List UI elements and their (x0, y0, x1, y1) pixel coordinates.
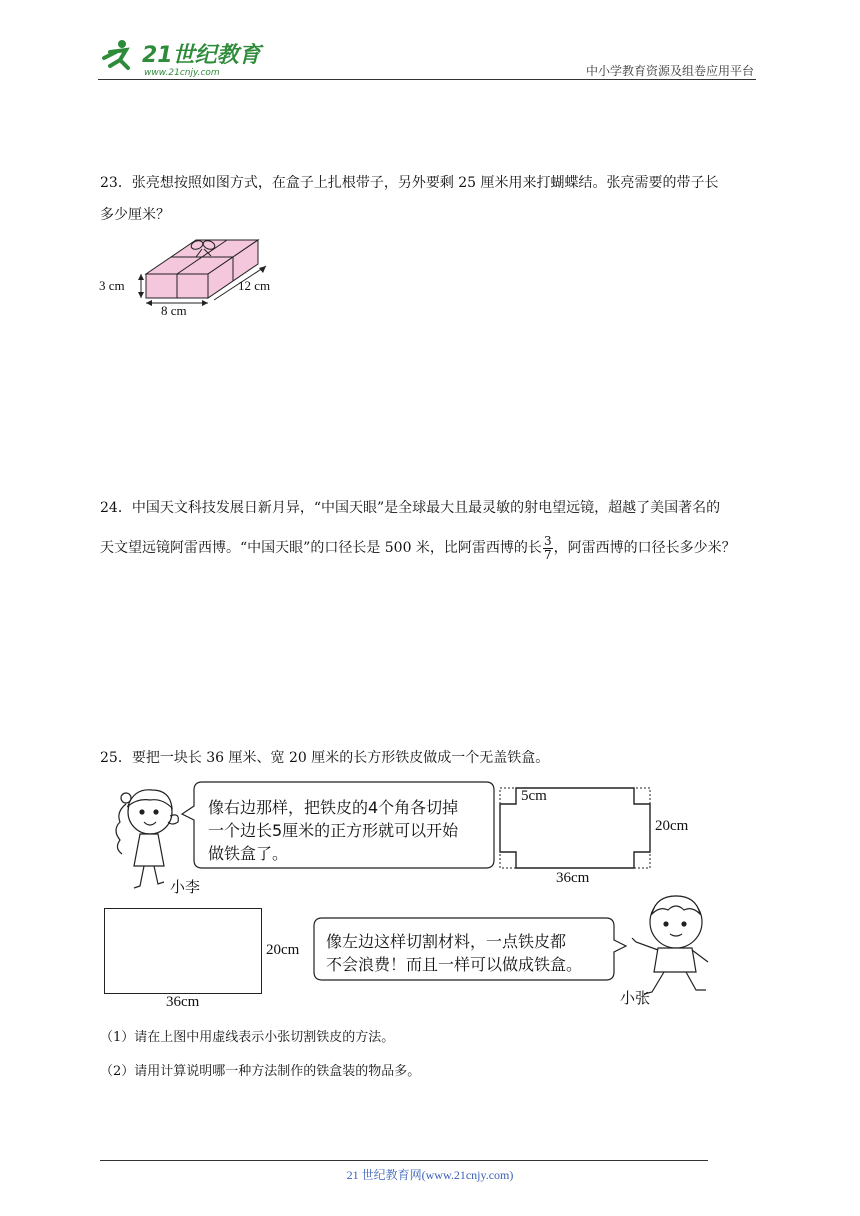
xiaoli-sheet-width-label: 36cm (556, 870, 590, 886)
fraction-numerator: 3 (543, 533, 552, 548)
site-logo (96, 36, 266, 80)
logo-url: www.21cnjy.com (144, 68, 220, 78)
runner-icon (104, 40, 128, 68)
xiaoli-sheet-height-label: 20cm (655, 818, 689, 834)
xiaoli-speech-line3: 做铁盒了。 (208, 844, 289, 863)
q23-line2: 多少厘米？ (100, 207, 170, 223)
q24-line2 (100, 532, 800, 564)
xiaozhang-name: 小张 (620, 989, 651, 1007)
xiaozhang-sheet-width-label: 36cm (166, 994, 200, 1010)
logo-text: 21世纪教育 (142, 43, 261, 68)
q25-sub2: （2）请用计算说明哪一种方法制作的铁盒装的物品多。 (100, 1064, 421, 1079)
q25-sub1: （1）请在上图中用虚线表示小张切割铁皮的方法。 (100, 1030, 395, 1045)
box-width-label: 8 cm (161, 303, 187, 318)
q25-line1: 25．要把一块长 36 厘米、宽 20 厘米的长方形铁皮做成一个无盖铁盒。 (100, 750, 550, 766)
corner-size-label: 5cm (521, 788, 547, 804)
header-divider (98, 79, 756, 80)
q23-line1: 23．张亮想按照如图方式，在盒子上扎根带子，另外要剩 25 厘米用来打蝴蝶结。张亮需要的带子长 (100, 175, 719, 191)
footer-text: 21 世纪教育网(www.21cnjy.com) (346, 1168, 514, 1182)
xiaoli-speech-line2: 一个边长5厘米的正方形就可以开始 (208, 821, 459, 840)
fraction (543, 535, 553, 562)
box-height-label: 3 cm (99, 278, 125, 293)
xiaozhang-sheet-figure (104, 908, 262, 994)
xiaozhang-sheet-height-label: 20cm (266, 942, 300, 958)
xiaoli-name: 小李 (170, 878, 201, 896)
q24-line2-start: 天文望远镜阿雷西博。“中国天眼”的口径长是 500 米，比阿雷西博的长 (100, 540, 542, 556)
footer-divider (100, 1160, 708, 1161)
xiaozhang-speech-line1: 像左边这样切割材料，一点铁皮都 (326, 932, 567, 951)
q24-line2-end: ，阿雷西博的口径长多少米？ (553, 540, 736, 556)
xiaoli-speech-line1: 像右边那样，把铁皮的4个角各切掉 (208, 798, 459, 817)
box-length-label: 12 cm (238, 278, 271, 293)
xiaozhang-speech-line2: 不会浪费！而且一样可以做成铁盒。 (326, 955, 583, 974)
platform-name: 中小学教育资源及组卷应用平台 (585, 64, 754, 78)
fraction-denominator: 7 (543, 547, 552, 562)
q24-line1: 24．中国天文科技发展日新月异，“中国天眼”是全球最大且最灵敏的射电望远镜，超越了美国著名的 (100, 500, 721, 516)
